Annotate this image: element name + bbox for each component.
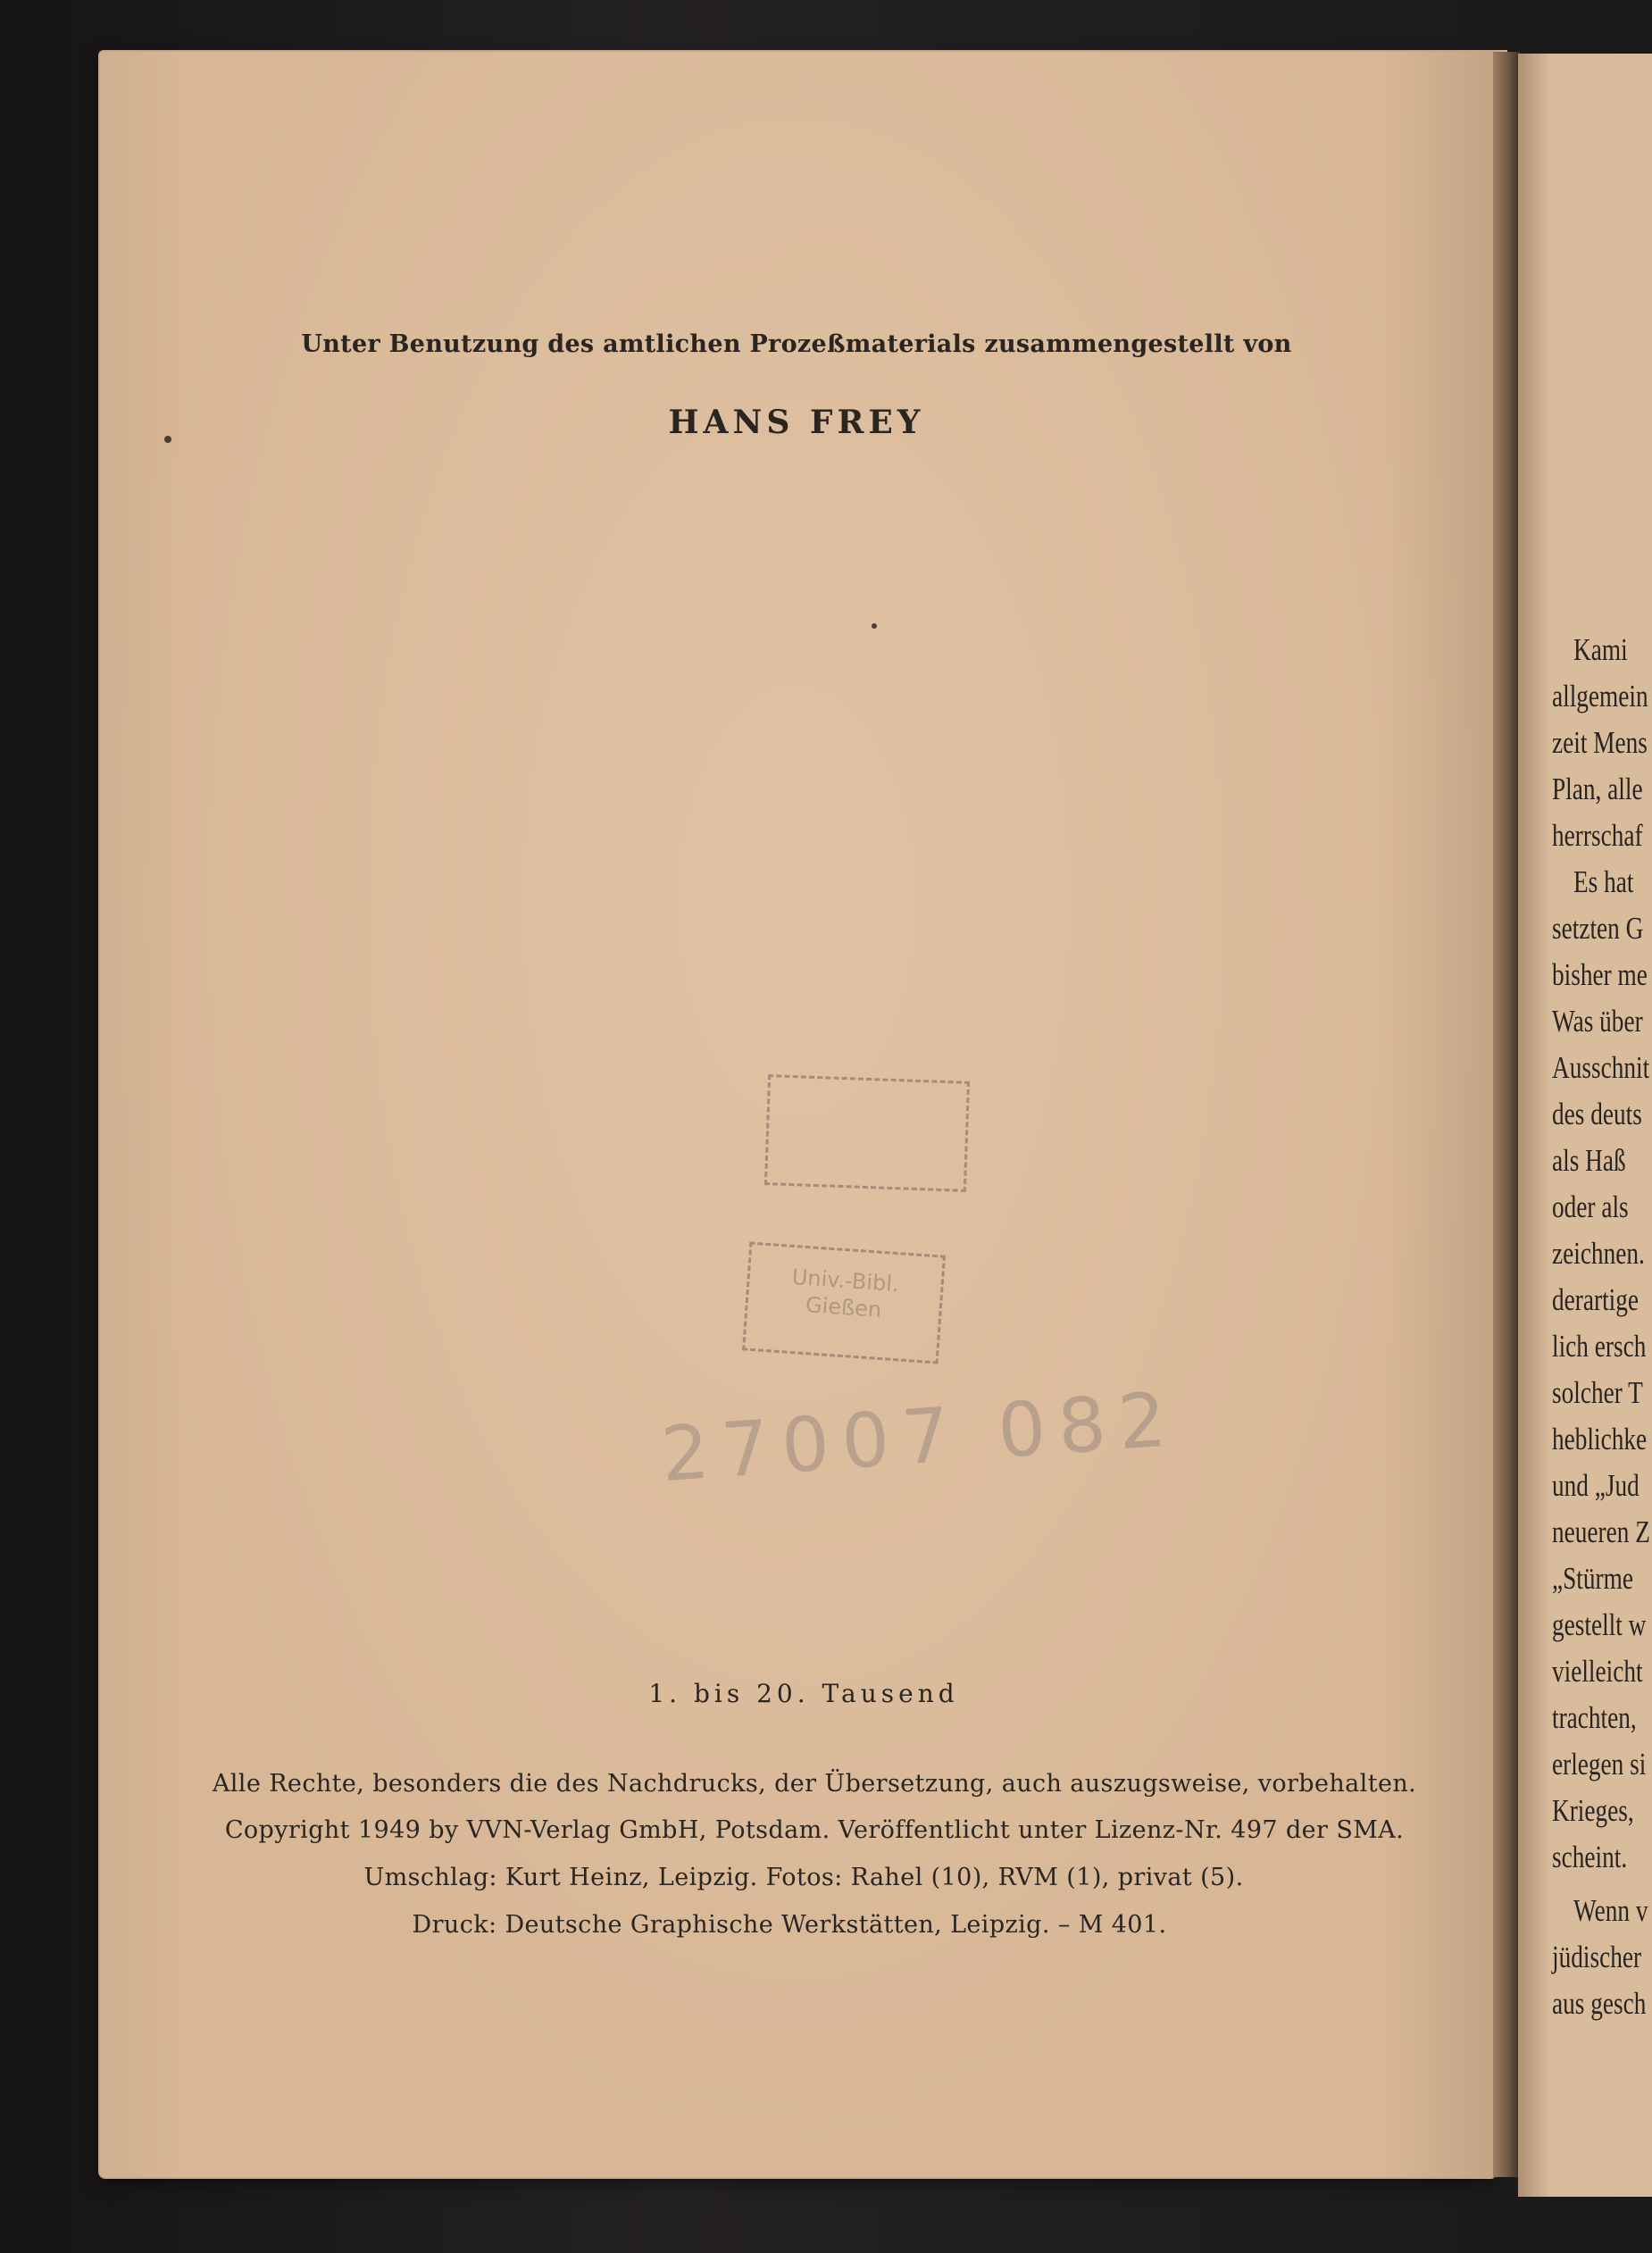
right-page-line: Was über (1552, 1004, 1643, 1039)
right-page-line: bisher me (1552, 957, 1648, 992)
right-page-line: derartige (1552, 1282, 1639, 1317)
right-page-line: Es hat (1573, 864, 1634, 899)
paper-speck (872, 623, 877, 629)
right-page-line: Wenn v (1573, 1893, 1648, 1928)
imprint-line: Alle Rechte, besonders die des Nachdrucks, der Übersetzung, auch auszugsweise, vorbehalten. (212, 1770, 1417, 1798)
stamp-text: Gießen (805, 1292, 883, 1323)
right-page-line: oder als (1552, 1189, 1629, 1224)
right-page-line: allgemein (1552, 679, 1648, 713)
right-page-line: lich ersch (1552, 1329, 1647, 1364)
right-page-line: solcher T (1552, 1375, 1643, 1410)
right-page-line: und „Jud (1552, 1468, 1639, 1503)
right-page-line: Kami (1573, 632, 1628, 667)
book-gutter (1493, 52, 1520, 2177)
right-page-line: vielleicht (1552, 1654, 1643, 1689)
right-page-line: Plan, alle (1552, 772, 1643, 806)
right-page-line: erlegen si (1552, 1747, 1647, 1782)
right-page-line: trachten, (1552, 1700, 1637, 1735)
right-page-line: scheint. (1552, 1840, 1628, 1874)
right-page-line: setzten G (1552, 911, 1644, 946)
right-page-line: jüdischer (1552, 1940, 1642, 1974)
credit-line: Unter Benutzung des amtlichen Prozeßmaterials zusammengestellt von (301, 330, 1292, 358)
pencil-shelfmark: 27007 082 (658, 1374, 1181, 1499)
right-page-line: heblichke (1552, 1422, 1648, 1456)
library-stamp (742, 1241, 946, 1364)
author-name: HANS FREY (668, 404, 925, 441)
right-page-line: als Haß (1552, 1143, 1626, 1178)
imprint-line: Copyright 1949 by VVN-Verlag GmbH, Potsdam. Veröffentlicht unter Lizenz-Nr. 497 der SMA. (224, 1816, 1405, 1844)
right-page-line: „Stürme (1552, 1561, 1633, 1596)
right-page-line: gestellt w (1552, 1607, 1647, 1642)
right-page-line: herrschaf (1552, 818, 1643, 853)
right-page-line: Krieges, (1552, 1793, 1634, 1828)
right-page-line: neueren Z (1552, 1515, 1650, 1549)
right-page (1518, 54, 1652, 2197)
right-page-line: zeit Mens (1552, 725, 1648, 760)
right-page-line: Ausschnit (1552, 1050, 1650, 1085)
library-stamp (764, 1074, 970, 1192)
paper-speck (164, 436, 171, 443)
edition-line: 1. bis 20. Tausend (648, 1679, 959, 1708)
stamp-text: Univ.-Bibl. (790, 1264, 900, 1298)
right-page-line: zeichnen. (1552, 1236, 1645, 1271)
right-page-line: des deuts (1552, 1097, 1642, 1131)
imprint-line: Druck: Deutsche Graphische Werkstätten, Leipzig. – M 401. (412, 1911, 1167, 1939)
right-page-line: aus gesch (1552, 1986, 1647, 2021)
imprint-line: Umschlag: Kurt Heinz, Leipzig. Fotos: Rahel (10), RVM (1), privat (5). (363, 1864, 1244, 1891)
